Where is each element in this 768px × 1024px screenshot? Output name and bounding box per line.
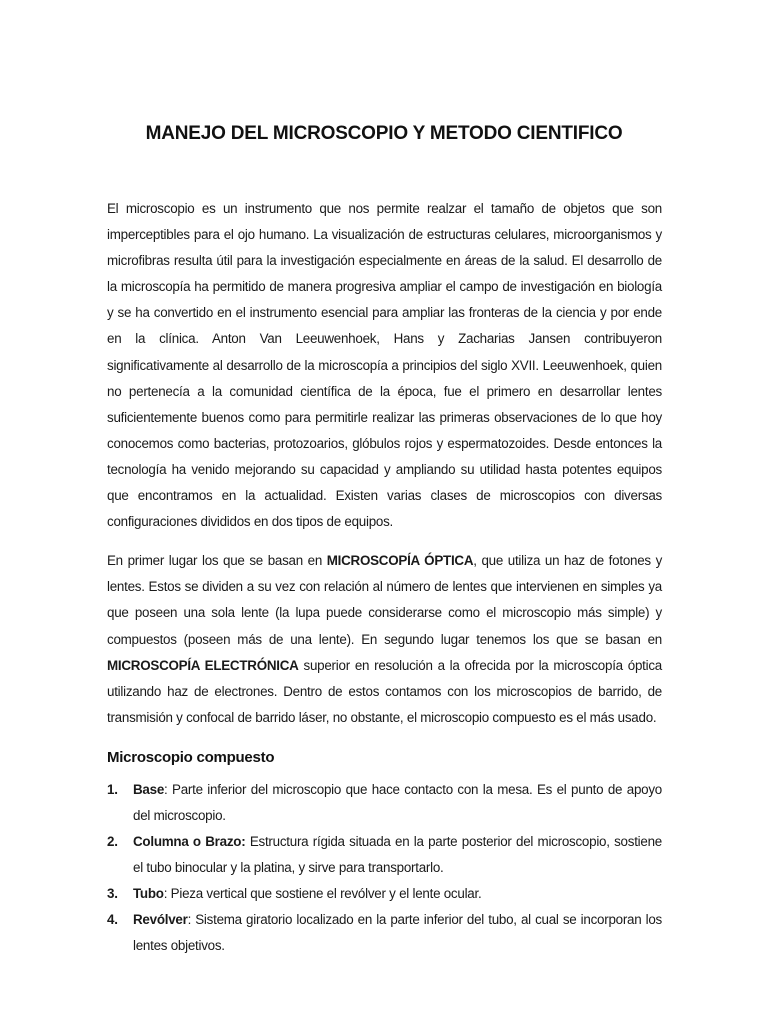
list-number: 3. xyxy=(107,886,118,902)
bold-term-optical: MICROSCOPÍA ÓPTICA xyxy=(326,553,474,569)
list-text: : Pieza vertical que sostiene el revólver y el lente ocular. xyxy=(163,886,482,902)
list-term: Columna o Brazo: xyxy=(133,834,246,850)
list-number: 2. xyxy=(107,834,118,850)
parts-list xyxy=(107,777,662,960)
list-item xyxy=(107,777,662,829)
section-heading: Microscopio compuesto xyxy=(107,748,275,766)
list-item xyxy=(107,907,662,959)
list-text: : Sistema giratorio localizado en la parte inferior del tubo, al cual se incorporan los lentes objetivos. xyxy=(133,912,662,954)
paragraph-text: superior en resolución a la ofrecida por la microscopía óptica utilizando haz de electrones. Dentro de estos contamos con los microscopios de barrido, de transmisión y confocal de barrido láser, no obstante, el microscopio compuesto es el más usado. xyxy=(107,657,663,725)
list-term: Revólver xyxy=(133,912,188,928)
list-text: Estructura rígida situada en la parte posterior del microscopio, sostiene el tubo binocular y la platina, y sirve para transportarlo. xyxy=(133,834,662,876)
list-term: Tubo xyxy=(133,886,164,902)
list-number: 1. xyxy=(107,781,118,797)
list-item xyxy=(107,829,662,881)
bold-term-electronic: MICROSCOPÍA ELECTRÓNICA xyxy=(107,657,299,673)
list-term: Base xyxy=(133,781,165,797)
paragraph-text: , que utiliza un haz de fotones y lentes. Estos se dividen a su vez con relación al número de lentes que intervienen en simples ya que poseen una sola lente (la lupa puede considerarse como el microscopio más simple) y compuestos (poseen más de una lente). En segundo lugar tenemos los que se basan en xyxy=(107,553,663,647)
list-text: : Parte inferior del microscopio que hace contacto con la mesa. Es el punto de apoyo del microscopio. xyxy=(133,781,662,823)
document-title: MANEJO DEL MICROSCOPIO Y METODO CIENTIFICO xyxy=(145,123,623,144)
list-number: 4. xyxy=(107,912,118,928)
paragraph-microscopy-types xyxy=(107,548,662,731)
list-item xyxy=(107,881,662,907)
paragraph-text: En primer lugar los que se basan en xyxy=(107,553,327,569)
paragraph-intro: El microscopio es un instrumento que nos permite realzar el tamaño de objetos que son imperceptibles para el ojo humano. La visualización de estructuras celulares, microorganismos y microfibras resulta útil para la investigación especialmente en áreas de la salud. El desarrollo de la microscopía ha permitido de manera progresiva ampliar el campo de investigación en biología y se ha convertido en el instrumento esencial para ampliar las fronteras de la ciencia y por ende en la clínica. Anton Van Leeuwenhoek, Hans y Zacharias Jansen contribuyeron significativamente al desarrollo de la microscopía a principios del siglo XVII. Leeuwenhoek, quien no pertenecía a la comunidad científica de la época, fue el primero en desarrollar lentes suficientemente buenos como para permitirle realizar las primeras observaciones de lo que hoy conocemos como bacterias, protozoarios, glóbulos rojos y espermatozoides. Desde entonces la tecnología ha venido mejorando su capacidad y ampliando su utilidad hasta potentes equipos que encontramos en la actualidad. Existen varias clases de microscopios con diversas configuraciones divididos en dos tipos de equipos. xyxy=(107,201,662,530)
document-body xyxy=(107,196,662,960)
